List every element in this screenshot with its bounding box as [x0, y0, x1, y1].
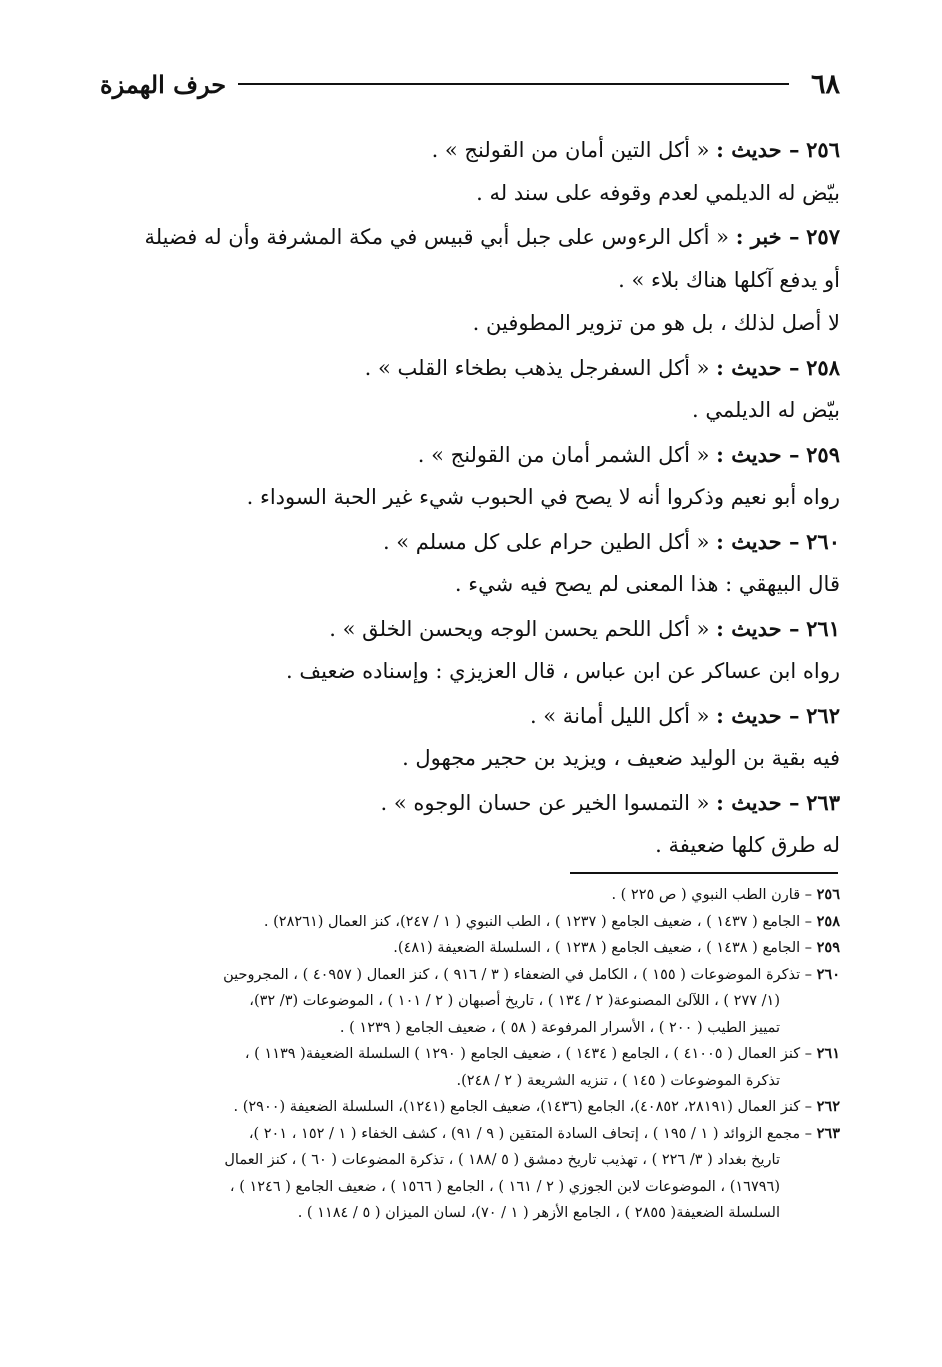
entry-number: ٢٥٩: [806, 441, 840, 467]
entry-comment: بيّض له الديلمي لعدم وقوفه على سند له .: [476, 180, 840, 205]
footnote-number: ٢٦١: [816, 1045, 840, 1062]
entry-continuation: أو يدفع آكلها هناك بلاء » .: [618, 267, 840, 292]
entry-text: « أكل السفرجل يذهب بطخاء القلب » .: [364, 355, 710, 380]
entry-line: [100, 128, 840, 172]
footnote: [100, 962, 840, 989]
header-rule: [238, 83, 789, 85]
entry-type: – حديث :: [716, 137, 800, 162]
footnote-continuation: (١٦٧٩٦) ، الموضوعات لابن الجوزي ( ٢ / ١٦١ ) ، الجامع ( ١٥٦٦ ) ، ضعيف الجامع ( ١٢٤٦ ) ،: [229, 1178, 780, 1195]
entry-type: – حديث :: [716, 441, 800, 467]
footnote: [100, 909, 840, 936]
footnote-number: ٢٥٩: [816, 939, 840, 956]
page-header: [100, 62, 840, 106]
footnote-separator: [570, 872, 838, 874]
footnote-text: – الجامع ( ١٤٣٧ ) ، ضعيف الجامع ( ١٢٣٧ ) ، الطب النبوي ( ١ / ٢٤٧)، كنز العمال (٢٨٢٦١) .: [263, 913, 813, 930]
footnote: [100, 1041, 840, 1068]
footnote-number: ٢٦٣: [816, 1124, 840, 1142]
entry-type: – حديث :: [716, 702, 800, 728]
entry-comment: فيه بقية بن الوليد ضعيف ، ويزيد بن حجير مجهول .: [402, 746, 840, 770]
entry-type: – حديث :: [716, 528, 800, 554]
entry-text: « أكل الطين حرام على كل مسلم » .: [382, 529, 710, 554]
entry-text: « أكل التين أمان من القولنج » .: [431, 138, 710, 162]
footnote-continuation: تذكرة الموضوعات ( ١٤٥ ) ، تنزيه الشريعة ( ٢ / ٢٤٨).: [456, 1072, 780, 1089]
entry-comment: قال البيهقي : هذا المعنى لم يصح فيه شيء .: [454, 572, 840, 596]
footnote-text: – الجامع ( ١٤٣٨ ) ، ضعيف الجامع ( ١٢٣٨ ) ، السلسلة الضعيفة (٤٨١).: [393, 940, 813, 956]
entry-line: [100, 607, 840, 651]
footnote-continuation: تاريخ بغداد ( ٣/ ٢٢٦ ) ، تهذيب تاريخ دمشق ( ٥ /١٨٨ ) ، تذكرة المضوعات ( ٦٠ ) ، كنز العمال: [224, 1152, 780, 1168]
entry-line: [100, 694, 840, 738]
entry-line: [100, 781, 840, 825]
footnotes: [100, 882, 840, 1227]
footnote-text: – كنز العمال (٢٨١٩١، ٤٠٨٥٢)، الجامع (١٤٣٦)، ضعيف الجامع (١٢٤١)، السلسلة الضعيفة (٢٩٠٠) .: [233, 1099, 813, 1115]
footnote-number: ٢٦٠: [816, 965, 840, 983]
footnote-text: – تذكرة الموضوعات ( ١٥٥ ) ، الكامل في الضعفاء ( ٣ / ٩١٦ ) ، كنز العمال ( ٤٠٩٥٧ ) ، المجروحين: [223, 966, 813, 983]
entry-type: – حديث :: [716, 789, 800, 815]
entry-text: « أكل الرءوس على جبل أبي قبيس في مكة المشرفة وأن له فضيلة: [144, 225, 729, 249]
footnote-continuation: تمييز الطيب ( ٢٠٠ ) ، الأسرار المرفوعة ( ٥٨ ) ، ضعيف الجامع ( ١٢٣٩ ) .: [339, 1019, 780, 1036]
footnote-continuation: (١/ ٢٧٧ ) ، اللآلئ المصنوعة( ٢ / ١٣٤ ) ، تاريخ أصبهان ( ٢ / ١٠١ ) ، الموضوعات (٣/ ٣٢)،: [249, 993, 780, 1009]
entry-number: ٢٥٦: [806, 137, 840, 162]
entry-comment: رواه أبو نعيم وذكروا أنه لا يصح في الحبوب شيء غير الحبة السوداء .: [246, 485, 840, 509]
entry-line: [100, 346, 840, 390]
entry-comment: بيّض له الديلمي .: [692, 398, 840, 422]
entry-text: « أكل اللحم يحسن الوجه ويحسن الخلق » .: [329, 616, 710, 641]
footnote-text: – كنز العمال ( ٤١٠٠٥ ) ، الجامع ( ١٤٣٤ ) ، ضعيف الجامع ( ١٢٩٠ ) السلسلة الضعيفة( ١١٣٩ ) ،: [244, 1046, 813, 1062]
entry-number: ٢٥٧: [806, 224, 840, 249]
footnote: [100, 1094, 840, 1121]
entry-type: – خبر :: [735, 224, 800, 249]
entry-comment: له طرق كلها ضعيفة .: [655, 833, 840, 857]
footnote-number: ٢٥٦: [816, 886, 840, 903]
entry-comment: رواه ابن عساكر عن ابن عباس ، قال العزيزي : وإسناده ضعيف .: [286, 659, 840, 683]
footnote-continuation: السلسلة الضعيفة( ٢٨٥٥ ) ، الجامع الأزهر ( ١ / ٧٠)، لسان الميزان ( ٥ / ١١٨٤ ) .: [297, 1205, 780, 1221]
entry-number: ٢٦١: [806, 615, 840, 641]
footnote: [100, 882, 840, 909]
entry-number: ٢٥٨: [806, 354, 840, 380]
entry-number: ٢٦٠: [806, 528, 840, 554]
page-number: ٦٨: [810, 68, 840, 100]
entry-comment: لا أصل لذلك ، بل هو من تزوير المطوفين .: [472, 311, 840, 335]
chapter-title: حرف الهمزة: [100, 69, 227, 99]
entry-number: ٢٦٢: [806, 702, 840, 728]
main-text: [100, 128, 840, 868]
footnote-number: ٢٦٢: [816, 1098, 840, 1115]
entry-text: « أكل الليل أمانة » .: [529, 703, 710, 728]
entry-type: – حديث :: [716, 615, 800, 641]
entry-line: [100, 215, 840, 259]
footnote: [100, 1121, 840, 1148]
footnote-number: ٢٥٨: [816, 912, 840, 930]
footnote: [100, 935, 840, 962]
entry-type: – حديث :: [716, 354, 800, 380]
footnote-text: – مجمع الزوائد ( ١ / ١٩٥ ) ، إتحاف السادة المتقين ( ٩ / ٩١) ، كشف الخفاء ( ١ / ١٥٢ ، ٢٠١ )،: [248, 1125, 813, 1142]
entry-line: [100, 433, 840, 477]
entry-line: [100, 520, 840, 564]
entry-number: ٢٦٣: [806, 789, 840, 815]
entry-text: « التمسوا الخير عن حسان الوجوه » .: [380, 790, 710, 815]
footnote-text: – قارن الطب النبوي ( ص ٢٢٥ ) .: [611, 887, 813, 903]
entry-text: « أكل الشمر أمان من القولنج » .: [417, 442, 710, 467]
